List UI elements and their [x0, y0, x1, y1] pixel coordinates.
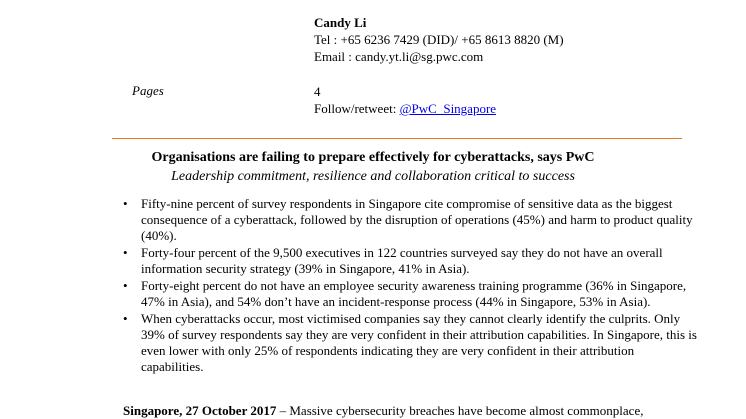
list-item	[123, 311, 698, 375]
follow-prefix: Follow/retweet:	[314, 101, 400, 116]
subheadline: Leadership commitment, resilience and collaboration critical to success	[171, 169, 575, 184]
bullet-list	[123, 196, 698, 376]
pages-block	[314, 83, 496, 117]
body-paragraph	[123, 403, 723, 419]
contact-name: Candy Li	[314, 15, 367, 30]
bullet-icon: •	[123, 278, 128, 293]
bullet-icon: •	[123, 311, 128, 326]
list-item	[123, 196, 698, 244]
bullet-icon: •	[123, 196, 128, 211]
bullet-text: Forty-four percent of the 9,500 executives in 122 countries surveyed say they do not have an overall information security strategy (39% in Singapore, 41% in Asia).	[141, 245, 663, 276]
body-text: – Massive cybersecurity breaches have become almost commonplace,	[276, 403, 644, 418]
contact-block	[314, 14, 564, 65]
bullet-text: Forty-eight percent do not have an employee security awareness training programme (36% in Singapore, 47% in Asia), and 54% don’t have an incident-response process (44% in Singapore, 53% in Asia).	[141, 278, 687, 309]
bullet-text: Fifty-nine percent of survey respondents in Singapore cite compromise of sensitive data as the biggest consequence of a cyberattack, followed by the disruption of operations (45%) and harm to product quality (40%).	[141, 196, 693, 243]
headline: Organisations are failing to prepare effectively for cyberattacks, says PwC	[151, 150, 595, 165]
bullet-text: When cyberattacks occur, most victimised companies say they cannot clearly identify the culprits. Only 39% of survey respondents say they are very confident in their attribution capabilities. In Singapore, this is even lower with only 25% of respondents indicating they are very confident in their attribution capabilities.	[141, 311, 697, 374]
list-item	[123, 278, 698, 310]
bullet-icon: •	[123, 245, 128, 260]
dateline: Singapore, 27 October 2017	[123, 403, 277, 418]
contact-email: Email : candy.yt.li@sg.pwc.com	[314, 49, 484, 64]
pages-label: Pages	[132, 83, 164, 98]
pages-count: 4	[314, 84, 321, 99]
follow-line	[314, 100, 496, 117]
twitter-handle-link[interactable]: @PwC_Singapore	[399, 101, 497, 116]
orange-divider	[112, 138, 682, 139]
contact-tel: Tel : +65 6236 7429 (DID)/ +65 8613 8820 (M)	[314, 32, 564, 47]
list-item	[123, 245, 698, 277]
